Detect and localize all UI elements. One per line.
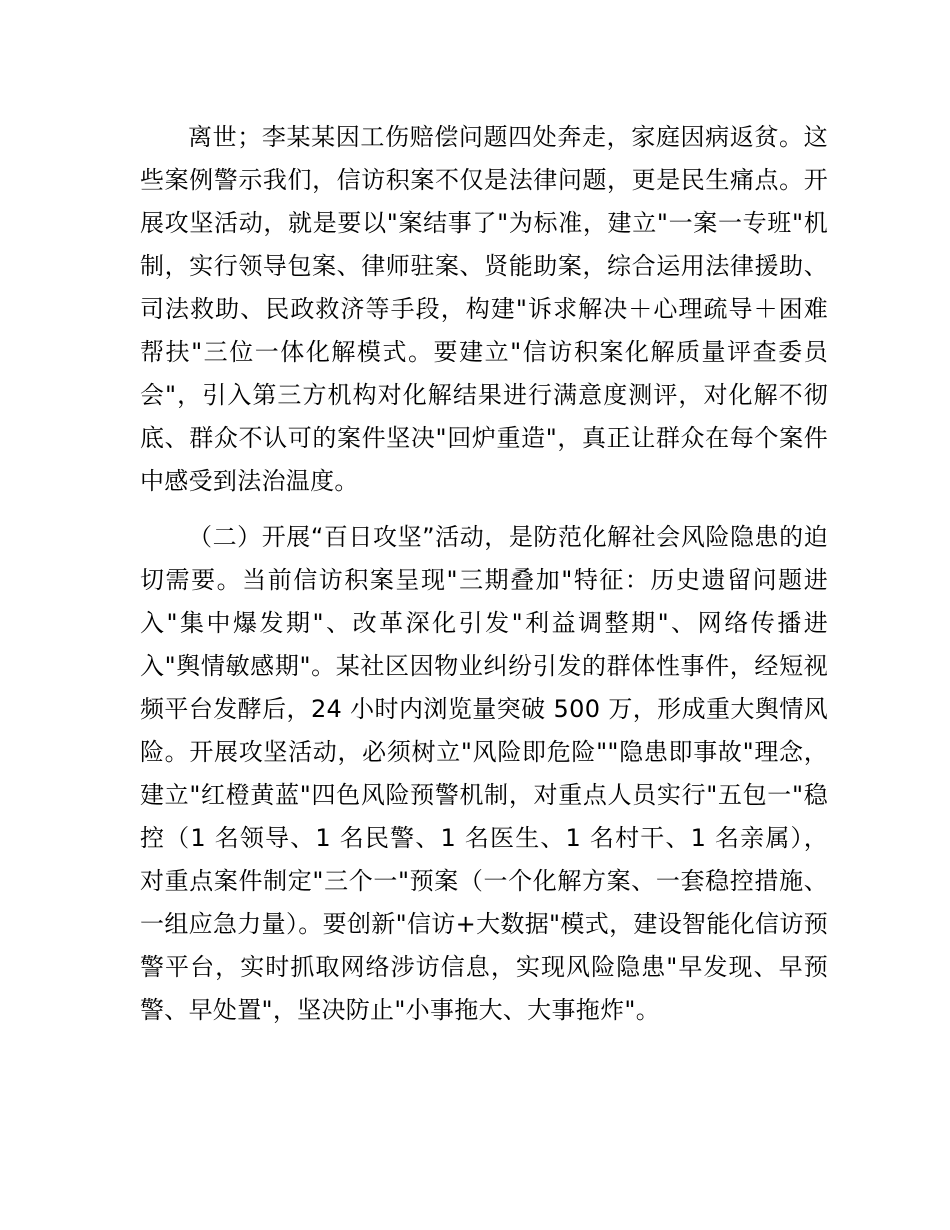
body-paragraph-1: 离世；李某某因工伤赔偿问题四处奔走，家庭因病返贫。这些案例警示我们，信访积案不仅是法律问题，更是民生痛点。开展攻坚活动，就是要以"案结事了"为标准，建立"一案一专班"机制，实行领导包案、律师驻案、贤能助案，综合运用法律援助、司法救助、民政救济等手段，构建"诉求解决＋心理疏导＋困难帮扶"三位一体化解模式。要建立"信访积案化解质量评查委员会"，引入第三方机构对化解结果进行满意度测评，对化解不彻底、群众不认可的案件坚决"回炉重造"，真正让群众在每个案件中感受到法治温度。 bbox=[140, 123, 828, 495]
body-paragraph-2: （二）开展“百日攻坚”活动，是防范化解社会风险隐患的迫切需要。当前信访积案呈现"三期叠加"特征：历史遗留问题进入"集中爆发期"、改革深化引发"利益调整期"、网络传播进入"舆情敏感期"。某社区因物业纠纷引发的群体性事件，经短视频平台发酵后，24 小时内浏览量突破 500 万，形成重大舆情风险。开展攻坚活动，必须树立"风险即危险""隐患即事故"理念，建立"红橙黄蓝"四色风险预警机制，对重点人员实行"五包一"稳控（1 名领导、1 名民警、1 名医生、1 名村干、1 名亲属），对重点案件制定"三个一"预案（一个化解方案、一套稳控措施、一组应急力量）。要创新"信访+大数据"模式，建设智能化信访预警平台，实时抓取网络涉访信息，实现风险隐患"早发现、早预警、早处置"，坚决防止"小事拖大、大事拖炸"。 bbox=[140, 523, 828, 1024]
